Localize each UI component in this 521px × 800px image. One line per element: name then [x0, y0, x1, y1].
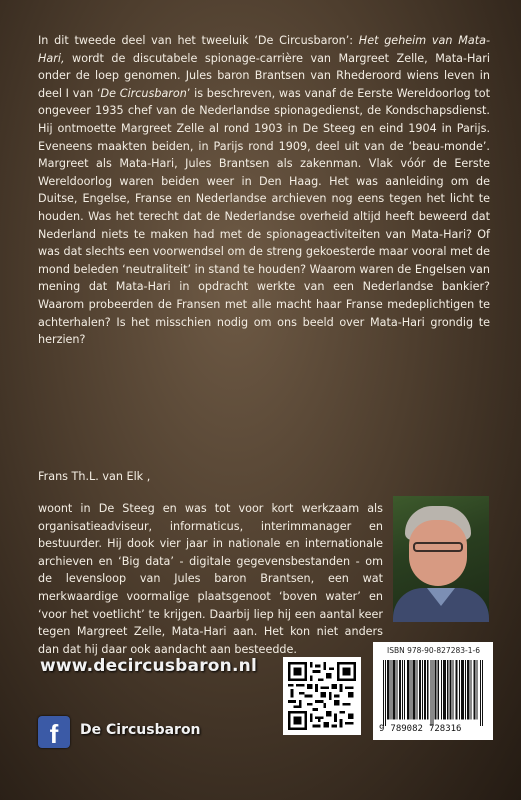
isbn-label: ISBN 978-90-827283-1-6	[387, 646, 480, 655]
blurb-first-book-title: De Circusbaron	[100, 86, 187, 100]
author-bio: woont in De Steeg en was tot voor kort werkzaam als organisatieadviseur, informaticus, interimmanager en bestuurder. Hij dook vier jaar in nationale en internationale archieven en ‘Big data’ - digitale gegevensbestanden - om de levensloop van Jules baron Brantsen, een wat merkwaardige voormalige plaatsgenoot ‘boven water’ en ‘voor het voetlicht’ te krijgen. Daarbij liep hij een aantal keer tegen Margreet Zelle, Mata-Hari aan. Het kon niet anders dan dat hij daar ook aandacht aan besteedde.	[38, 502, 383, 656]
blurb-part-2: ’ is beschreven, was vanaf de Eerste Wereldoorlog tot ongeveer 1935 chef van de Nederlandse spionagedienst, de Kondschapsdienst. Hij ontmoette Margreet Zelle al rond 1903 in De Steeg en eind 1904 in Parijs. Eveneens maakten beiden, in Parijs rond 1909, deel uit van de ‘beau-monde’. Margreet als Mata-Hari, Jules Brantsen als zakenman. Vlak vóór de Eerste Wereldoorlog waren beiden weer in Den Haag. Het was aanleiding om de Duitse, Engelse, Franse en Nederlandse archieven nog eens tegen het licht te houden. Was het terecht dat de Nederlandse overheid altijd heeft beweerd dat Nederland niets te maken had met de spionageactiviteiten van Mata-Hari? Of was dat slechts een voorwendsel om de streng gekoesterde maar vooral met de mond beleden ‘neutraliteit’ in stand te houden? Waarom waren de Engelsen van mening dat Mata-Hari in opdracht werkte van een Nederlandse bankier? Waarom probeerden de Fransen met alle macht haar Franse medeplichtigen te achterhalen? Is het misschien nodig om ons beeld over Mata-Hari grondig te herzien?	[38, 86, 490, 347]
isbn-barcode	[373, 642, 493, 740]
author-photo	[393, 496, 489, 622]
barcode-digit-first: 9	[379, 724, 385, 734]
barcode-digits	[379, 724, 487, 734]
facebook-page-label[interactable]: De Circusbaron	[80, 722, 201, 738]
qr-code-icon	[283, 657, 361, 735]
author-name: Frans Th.L. van Elk ,	[38, 470, 151, 483]
barcode-digits-group-1: 789082	[390, 724, 423, 734]
blurb-intro: In dit tweede deel van het tweeluik ‘De Circusbaron’:	[38, 34, 359, 47]
back-cover-blurb	[38, 32, 490, 349]
blurb-book-title: Het geheim van Mata-Hari,	[38, 34, 490, 65]
blurb-part-1: wordt de discutabele spionage-carrière van Margreet Zelle, Mata-Hari onder de loep genomen. Jules baron Brantsen van Rhederoord wiens leven in deel I van ‘	[38, 51, 490, 100]
barcode-digits-group-2: 728316	[428, 724, 462, 734]
website-link[interactable]: www.decircusbaron.nl	[40, 656, 257, 676]
barcode-bars-icon	[383, 660, 483, 726]
facebook-icon[interactable]: f	[38, 716, 70, 748]
